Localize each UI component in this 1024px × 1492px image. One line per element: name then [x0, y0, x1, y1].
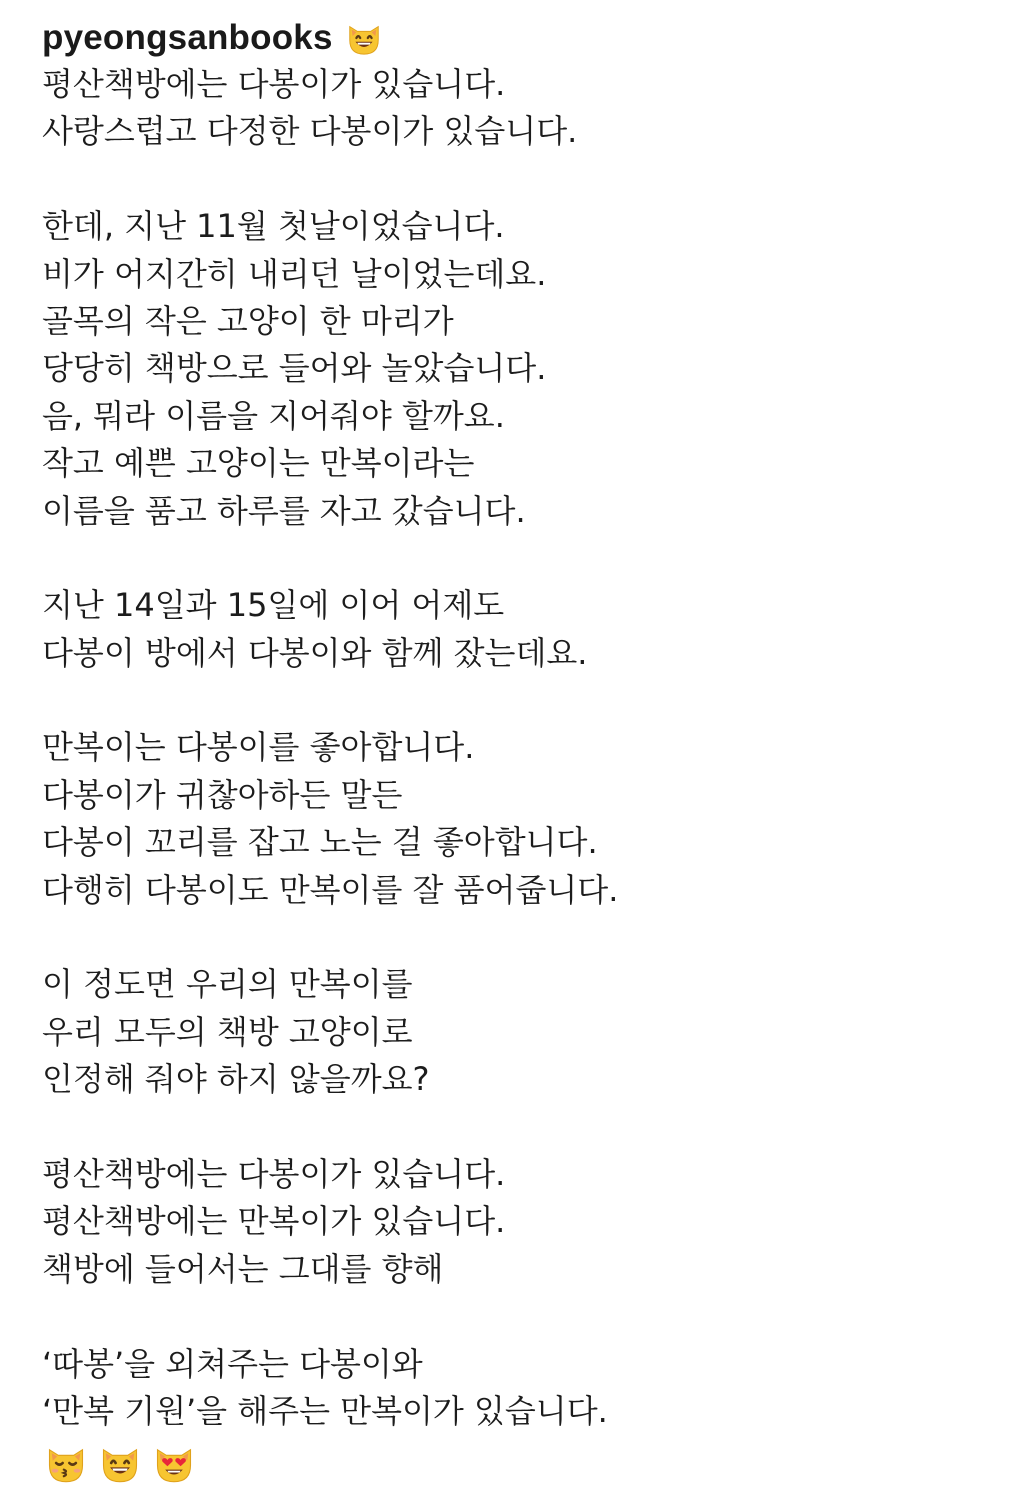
caption-line: 이름을 품고 하루를 자고 갔습니다.	[42, 491, 526, 530]
caption-line: 지난 14일과 15일에 이어 어제도	[42, 586, 505, 625]
caption-line: 평산책방에는 만복이가 있습니다.	[42, 1202, 506, 1241]
caption-text	[42, 61, 1002, 1435]
grinning-cat-face-icon	[345, 19, 383, 57]
caption-blank-line	[42, 677, 1002, 724]
username-link[interactable]: pyeongsanbooks	[42, 17, 333, 57]
caption-blank-line	[42, 1293, 1002, 1340]
caption-blank-line	[42, 914, 1002, 961]
caption-line: 한데, 지난 11월 첫날이었습니다.	[42, 207, 505, 246]
caption-line: 평산책방에는 다봉이가 있습니다.	[42, 65, 506, 103]
caption-line: ‘따봉’을 외쳐주는 다봉이와	[42, 1344, 423, 1383]
caption-line: 다봉이 꼬리를 잡고 노는 걸 좋아합니다.	[42, 823, 598, 862]
caption-line: 사랑스럽고 다정한 다봉이가 있습니다.	[42, 112, 578, 151]
caption-blank-line	[42, 1104, 1002, 1151]
caption-line: 인정해 줘야 하지 않을까요?	[42, 1060, 430, 1099]
caption-line: 당당히 책방으로 들어와 놀았습니다.	[42, 349, 547, 388]
caption-blank-line	[42, 535, 1002, 582]
username-row	[42, 14, 1002, 61]
caption-line: 이 정도면 우리의 만복이를	[42, 965, 413, 1004]
caption-line: 다봉이가 귀찮아하든 말든	[42, 775, 403, 814]
heart-eyes-cat-face-icon	[152, 1441, 196, 1485]
kissing-cat-face-icon	[44, 1441, 88, 1485]
caption-blank-line	[42, 156, 1002, 203]
caption-line: 다행히 다봉이도 만복이를 잘 품어줍니다.	[42, 870, 619, 909]
post-caption-container	[42, 14, 1002, 1491]
caption-line: 골목의 작은 고양이 한 마리가	[42, 301, 454, 340]
caption-line: 비가 어지간히 내리던 날이었는데요.	[42, 254, 547, 293]
grinning-cat-face-icon	[98, 1441, 142, 1485]
caption-line: ‘만복 기원’을 해주는 만복이가 있습니다.	[42, 1391, 608, 1430]
caption-line: 평산책방에는 다봉이가 있습니다.	[42, 1154, 506, 1193]
caption-line: 다봉이 방에서 다봉이와 함께 잤는데요.	[42, 633, 588, 672]
caption-line: 만복이는 다봉이를 좋아합니다.	[42, 728, 475, 767]
caption-line: 우리 모두의 책방 고양이로	[42, 1012, 413, 1051]
caption-line: 작고 예쁜 고양이는 만복이라는	[42, 444, 475, 483]
caption-line: 책방에 들어서는 그대를 향해	[42, 1249, 444, 1288]
caption-line: 음, 뭐라 이름을 지어줘야 할까요.	[42, 396, 505, 435]
ending-emoji-row	[44, 1435, 1002, 1491]
